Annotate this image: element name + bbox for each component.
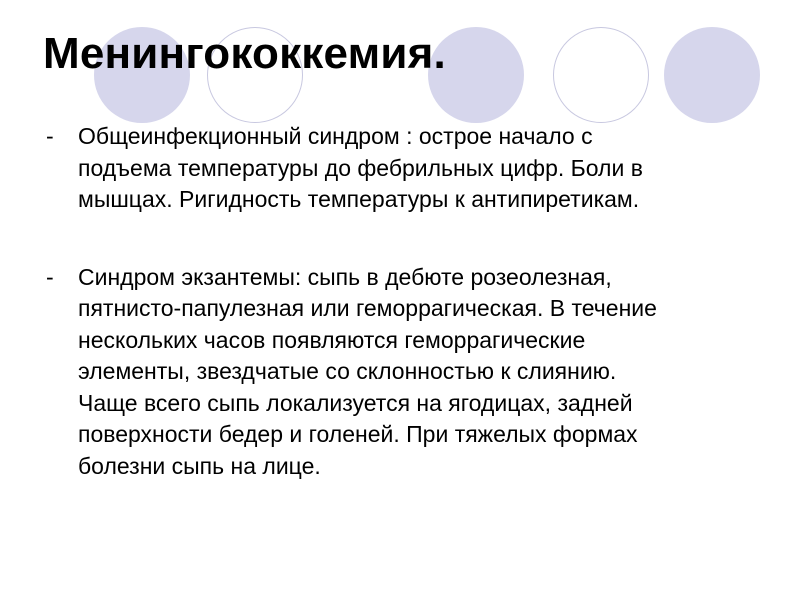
bullet-marker: - xyxy=(46,123,54,149)
bullet-text: Общеинфекционный синдром : острое начало с подъема температуры до фебрильных цифр. Боли в мышцах. Ригидность температуры к антипиретикам. xyxy=(78,123,643,212)
bullet-text: Синдром экзантемы: сыпь в дебюте розеолезная, пятнисто-папулезная или геморрагическая. В течение нескольких часов появляются геморрагические элементы, звездчатые со склонностью к слиянию. Чаще всего сыпь локализуется на ягодицах, задней поверхности бедер и голеней. При тяжелых формах болезни сыпь на лице. xyxy=(78,263,657,479)
bullet-item xyxy=(46,121,766,216)
bullet-item xyxy=(46,262,766,483)
slide-title: Менингококкемия. xyxy=(43,29,446,78)
decorative-circle-filled xyxy=(664,27,760,123)
bullet-list xyxy=(46,121,766,482)
bullet-marker: - xyxy=(46,263,54,290)
decorative-circle-outline xyxy=(553,27,649,123)
